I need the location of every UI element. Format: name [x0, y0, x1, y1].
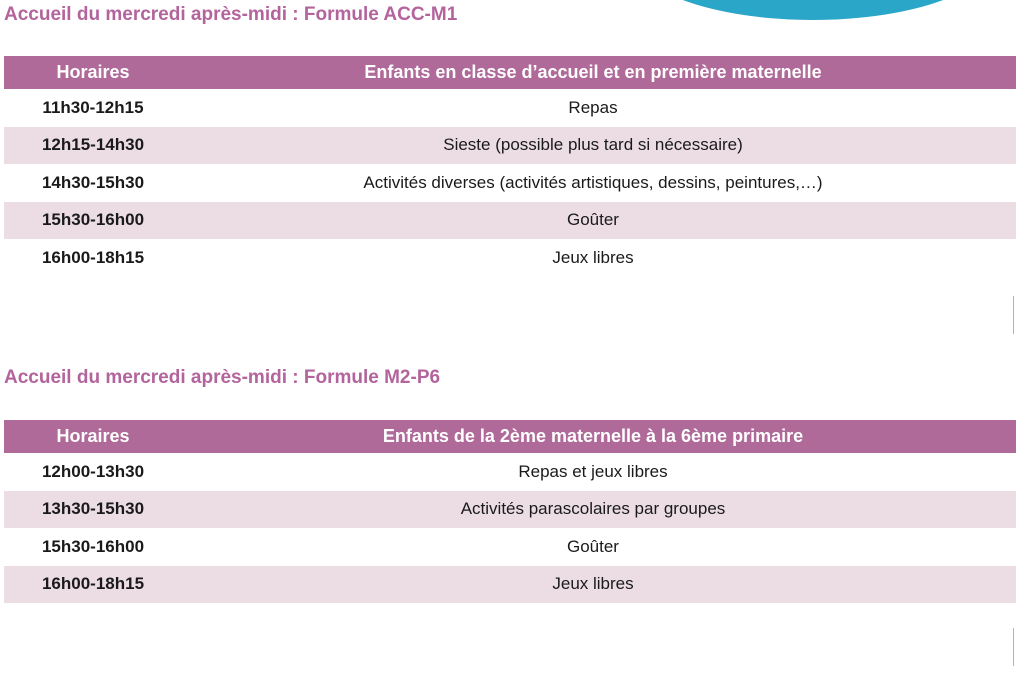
divider-line [1013, 296, 1014, 334]
row-time: 13h30-15h30 [41, 499, 145, 519]
table-row [4, 453, 1016, 491]
schedule-table-m2-p6 [4, 420, 1016, 603]
header-enfants: Enfants de la 2ème maternelle à la 6ème primaire [382, 426, 804, 446]
row-time: 14h30-15h30 [41, 172, 145, 192]
schedule-table-acc-m1 [4, 56, 1016, 277]
header-enfants: Enfants en classe d’accueil et en première maternelle [364, 62, 822, 82]
table-row [4, 491, 1016, 529]
row-activity: Activités diverses (activités artistiques, dessins, peintures,…) [363, 172, 823, 192]
section-title-acc-m1: Accueil du mercredi après-midi : Formule ACC-M1 [4, 4, 458, 25]
row-activity: Goûter [567, 536, 619, 556]
row-activity: Goûter [567, 210, 619, 230]
row-time: 15h30-16h00 [41, 536, 145, 556]
row-time: 16h00-18h15 [41, 247, 145, 267]
row-time: 15h30-16h00 [41, 210, 145, 230]
table-row [4, 528, 1016, 566]
row-activity: Activités parascolaires par groupes [460, 499, 726, 519]
table-row [4, 566, 1016, 604]
header-horaires: Horaires [56, 426, 130, 446]
row-activity: Jeux libres [552, 247, 634, 267]
row-time: 16h00-18h15 [41, 574, 145, 594]
row-activity: Repas [568, 97, 618, 117]
row-activity: Jeux libres [552, 574, 634, 594]
table-row [4, 202, 1016, 240]
row-time: 12h00-13h30 [41, 461, 145, 481]
row-activity: Repas et jeux libres [518, 461, 668, 481]
table-header [4, 56, 1016, 89]
table-row [4, 127, 1016, 165]
row-time: 12h15-14h30 [41, 135, 145, 155]
decorative-blob [628, 0, 998, 20]
row-activity: Sieste (possible plus tard si nécessaire) [443, 135, 743, 155]
divider-line [1013, 628, 1014, 666]
section-title-m2-p6: Accueil du mercredi après-midi : Formule M2-P6 [4, 367, 441, 388]
table-row [4, 164, 1016, 202]
table-row [4, 239, 1016, 277]
table-header [4, 420, 1016, 453]
table-row [4, 89, 1016, 127]
header-horaires: Horaires [56, 62, 130, 82]
row-time: 11h30-12h15 [42, 97, 144, 117]
